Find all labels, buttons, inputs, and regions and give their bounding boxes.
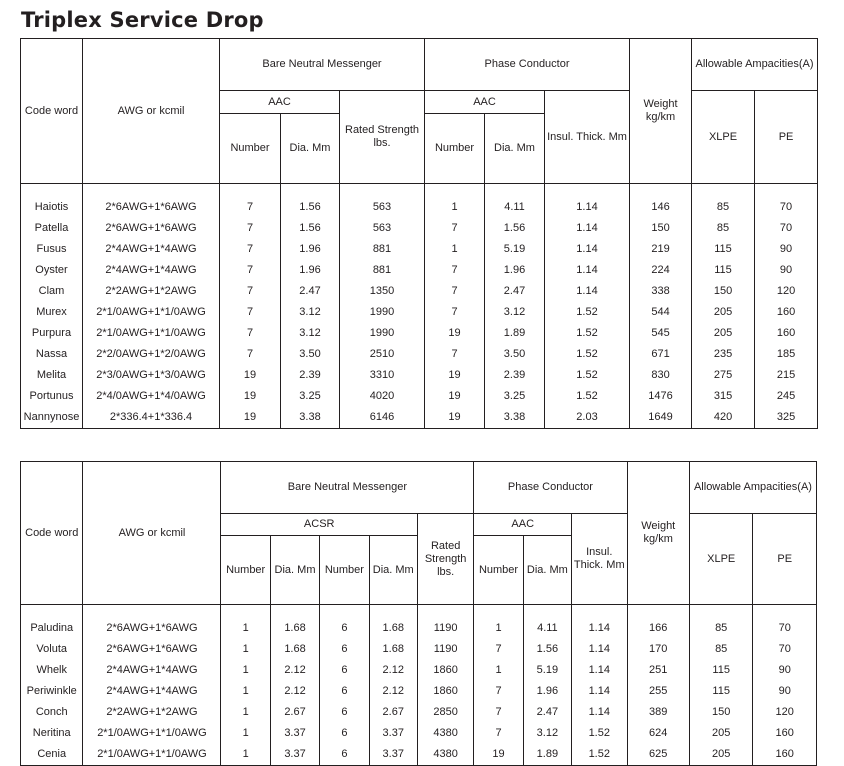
table-cell: 1.52 [572,723,627,744]
table-cell: 224 [630,260,692,281]
table-cell: 1.52 [545,302,630,323]
table-cell: 85 [692,218,755,239]
table-cell: 150 [692,281,755,302]
code-word-cell: Nannynose [21,407,83,429]
table-row [21,218,818,239]
table-cell: 245 [755,386,818,407]
table-cell: 6 [320,723,369,744]
code-word-cell: Conch [21,702,83,723]
table-cell: 120 [755,281,818,302]
table-cell: 160 [753,723,817,744]
table-row [21,302,818,323]
header-rated-strength: Rated Strength lbs. [340,91,425,184]
table-cell: 3.12 [281,323,340,344]
table-header [21,39,818,184]
table-cell: 7 [425,302,485,323]
table-cell: 1 [425,239,485,260]
table-row [21,260,818,281]
table-cell: 235 [692,344,755,365]
table-cell: 215 [755,365,818,386]
table-cell: 1.52 [545,344,630,365]
header-awg: AWG or kcmil [83,462,221,605]
code-word-cell: Haiotis [21,184,83,219]
table-cell: 255 [627,681,689,702]
table-cell: 7 [425,218,485,239]
table-cell: 85 [689,639,752,660]
table-cell: 1990 [340,323,425,344]
table-cell: 1 [221,605,270,640]
table-cell: 3.50 [281,344,340,365]
table-row [21,407,818,429]
table-body [21,605,817,766]
header-awg: AWG or kcmil [83,39,220,184]
table-cell: 1.14 [545,281,630,302]
table-cell: 7 [474,639,523,660]
table-cell: 19 [474,744,523,766]
header-bnm-material: AAC [220,91,340,114]
header-dia: Dia. Mm [270,536,319,605]
table-cell: 7 [474,681,523,702]
header-pc-number: Number [474,536,523,605]
table-cell: 160 [755,323,818,344]
table-cell: 1.52 [545,386,630,407]
header-number: Number [220,114,281,184]
table-cell: 19 [425,323,485,344]
header-xlpe: XLPE [692,91,755,184]
table-cell: 5.19 [523,660,571,681]
table-cell: 2*1/0AWG+1*1/0AWG [83,723,221,744]
table-row [21,681,817,702]
table-cell: 7 [220,323,281,344]
table-cell: 70 [755,218,818,239]
table-cell: 2.39 [281,365,340,386]
table-cell: 2510 [340,344,425,365]
table-cell: 2.12 [270,681,319,702]
table-cell: 6 [320,702,369,723]
table-cell: 1.14 [545,218,630,239]
table-cell: 4380 [417,723,473,744]
table-cell: 338 [630,281,692,302]
header-bnm-material: ACSR [221,514,417,536]
table-cell: 1.56 [281,184,340,219]
table-cell: 2*1/0AWG+1*1/0AWG [83,302,220,323]
table-cell: 90 [753,681,817,702]
table-cell: 1.68 [369,605,417,640]
header-pc-number: Number [425,114,485,184]
table-cell: 3.37 [369,744,417,766]
table-cell: 160 [755,302,818,323]
table-cell: 7 [220,344,281,365]
table-row [21,184,818,219]
table-row [21,281,818,302]
code-word-cell: Oyster [21,260,83,281]
header-pc-dia: Dia. Mm [523,536,571,605]
table-cell: 1.14 [572,681,627,702]
table-cell: 1860 [417,681,473,702]
table-cell: 115 [689,660,752,681]
table-cell: 563 [340,184,425,219]
table-cell: 90 [755,239,818,260]
code-word-cell: Murex [21,302,83,323]
table-cell: 205 [689,723,752,744]
table-cell: 2*4AWG+1*4AWG [83,660,221,681]
table-row [21,239,818,260]
table-cell: 315 [692,386,755,407]
header-ampacities: Allowable Ampacities(A) [692,39,818,91]
table-cell: 2.67 [270,702,319,723]
table-cell: 115 [689,681,752,702]
table-cell: 170 [627,639,689,660]
table-cell: 1.68 [270,639,319,660]
table-cell: 85 [692,184,755,219]
table-cell: 3.37 [270,744,319,766]
table-cell: 2*6AWG+1*6AWG [83,605,221,640]
table-cell: 2*6AWG+1*6AWG [83,639,221,660]
table-cell: 2*4/0AWG+1*4/0AWG [83,386,220,407]
table-cell: 1.96 [485,260,545,281]
table-cell: 2.67 [369,702,417,723]
table-cell: 3.50 [485,344,545,365]
table-cell: 19 [425,365,485,386]
table-cell: 6 [320,744,369,766]
table-cell: 3.25 [485,386,545,407]
table-cell: 85 [689,605,752,640]
header-rated-strength: Rated Strength lbs. [417,514,473,605]
table-row [21,323,818,344]
table-cell: 881 [340,239,425,260]
table-cell: 4.11 [485,184,545,219]
table-row [21,660,817,681]
table-cell: 1.14 [545,260,630,281]
table-cell: 545 [630,323,692,344]
table-cell: 6 [320,681,369,702]
table-cell: 2.12 [369,681,417,702]
table-cell: 2*3/0AWG+1*3/0AWG [83,365,220,386]
table-cell: 6 [320,660,369,681]
table-cell: 150 [689,702,752,723]
table-cell: 115 [692,239,755,260]
code-word-cell: Whelk [21,660,83,681]
code-word-cell: Portunus [21,386,83,407]
header-weight: Weight kg/km [630,39,692,184]
table-cell: 4020 [340,386,425,407]
header-insul: Insul. Thick. Mm [572,514,627,605]
table-cell: 19 [220,407,281,429]
table-cell: 3.38 [485,407,545,429]
table-cell: 6 [320,605,369,640]
table-cell: 624 [627,723,689,744]
table-cell: 150 [630,218,692,239]
header-number: Number [320,536,369,605]
table-row [21,702,817,723]
table-cell: 115 [692,260,755,281]
table-cell: 275 [692,365,755,386]
header-phase-conductor: Phase Conductor [474,462,627,514]
code-word-cell: Patella [21,218,83,239]
table-cell: 1.14 [572,639,627,660]
table-cell: 7 [474,723,523,744]
table-cell: 1.14 [572,605,627,640]
table-cell: 1 [425,184,485,219]
table-cell: 2*6AWG+1*6AWG [83,218,220,239]
table-cell: 19 [220,365,281,386]
table-cell: 1 [221,639,270,660]
table-cell: 1476 [630,386,692,407]
table-cell: 1.52 [545,365,630,386]
table-cell: 1350 [340,281,425,302]
table-cell: 325 [755,407,818,429]
table-cell: 120 [753,702,817,723]
table-cell: 2.39 [485,365,545,386]
table-cell: 1.56 [485,218,545,239]
table-cell: 671 [630,344,692,365]
header-number: Number [221,536,270,605]
header-xlpe: XLPE [689,514,752,605]
table-cell: 70 [755,184,818,219]
header-dia: Dia. Mm [369,536,417,605]
table-cell: 389 [627,702,689,723]
table-row [21,744,817,766]
table-row [21,639,817,660]
spec-table-aac [20,38,818,429]
table-cell: 1.89 [485,323,545,344]
table-row [21,365,818,386]
header-insul: Insul. Thick. Mm [545,91,630,184]
table-cell: 2*6AWG+1*6AWG [83,184,220,219]
code-word-cell: Purpura [21,323,83,344]
header-pc-material: AAC [474,514,572,536]
table-cell: 7 [220,281,281,302]
code-word-cell: Nassa [21,344,83,365]
table-row [21,344,818,365]
spec-table-acsr [20,461,817,766]
table-cell: 90 [755,260,818,281]
table-cell: 7 [220,260,281,281]
table-cell: 1 [221,723,270,744]
table-cell: 70 [753,639,817,660]
code-word-cell: Neritina [21,723,83,744]
table-cell: 1 [221,681,270,702]
code-word-cell: Paludina [21,605,83,640]
table-cell: 6 [320,639,369,660]
table-row [21,723,817,744]
table-cell: 1.14 [545,239,630,260]
code-word-cell: Periwinkle [21,681,83,702]
table-cell: 1190 [417,605,473,640]
table-cell: 1.96 [281,239,340,260]
table-cell: 7 [220,239,281,260]
table-cell: 881 [340,260,425,281]
code-word-cell: Melita [21,365,83,386]
table-cell: 2.03 [545,407,630,429]
table-cell: 1 [221,744,270,766]
table-cell: 2*1/0AWG+1*1/0AWG [83,744,221,766]
header-dia: Dia. Mm [281,114,340,184]
table-cell: 2.47 [523,702,571,723]
table-cell: 1.96 [281,260,340,281]
table-cell: 185 [755,344,818,365]
table-cell: 7 [425,344,485,365]
table-cell: 166 [627,605,689,640]
table-cell: 2*1/0AWG+1*1/0AWG [83,323,220,344]
table-cell: 3.37 [369,723,417,744]
header-code-word: Code word [21,39,83,184]
code-word-cell: Fusus [21,239,83,260]
table-cell: 219 [630,239,692,260]
table-cell: 205 [689,744,752,766]
table-cell: 1.56 [281,218,340,239]
table-cell: 1190 [417,639,473,660]
table-cell: 1 [221,702,270,723]
header-code-word: Code word [21,462,83,605]
table-cell: 70 [753,605,817,640]
table-cell: 3.12 [281,302,340,323]
table-cell: 1.14 [572,660,627,681]
table-cell: 3.38 [281,407,340,429]
table-cell: 1.56 [523,639,571,660]
table-cell: 2.12 [270,660,319,681]
table-cell: 3310 [340,365,425,386]
table-cell: 19 [425,386,485,407]
table-cell: 160 [753,744,817,766]
table-cell: 7 [220,218,281,239]
header-bare-neutral: Bare Neutral Messenger [220,39,425,91]
table-cell: 563 [340,218,425,239]
table-cell: 2*4AWG+1*4AWG [83,681,221,702]
table-cell: 7 [425,260,485,281]
table-cell: 3.12 [485,302,545,323]
table-cell: 3.37 [270,723,319,744]
table-cell: 1990 [340,302,425,323]
code-word-cell: Voluta [21,639,83,660]
table-cell: 420 [692,407,755,429]
table-cell: 19 [220,386,281,407]
table-cell: 2.47 [485,281,545,302]
table-cell: 4380 [417,744,473,766]
table-cell: 7 [474,702,523,723]
table-cell: 7 [220,184,281,219]
table-cell: 1860 [417,660,473,681]
table-row [21,605,817,640]
table-cell: 1649 [630,407,692,429]
header-pe: PE [753,514,817,605]
table-cell: 4.11 [523,605,571,640]
table-cell: 3.12 [523,723,571,744]
table-cell: 1.52 [572,744,627,766]
header-bare-neutral: Bare Neutral Messenger [221,462,474,514]
code-word-cell: Clam [21,281,83,302]
table-cell: 1.14 [545,184,630,219]
header-pe: PE [755,91,818,184]
table-cell: 1.68 [369,639,417,660]
code-word-cell: Cenia [21,744,83,766]
table-cell: 1.68 [270,605,319,640]
table-cell: 90 [753,660,817,681]
table-cell: 2.47 [281,281,340,302]
table-cell: 146 [630,184,692,219]
table-header [21,462,817,605]
table-cell: 1 [221,660,270,681]
table-cell: 205 [692,302,755,323]
header-weight: Weight kg/km [627,462,689,605]
table-cell: 7 [220,302,281,323]
table-cell: 1.96 [523,681,571,702]
table-cell: 544 [630,302,692,323]
table-cell: 2850 [417,702,473,723]
header-phase-conductor: Phase Conductor [425,39,630,91]
table-cell: 1 [474,605,523,640]
table-cell: 6146 [340,407,425,429]
table-body [21,184,818,429]
table-cell: 625 [627,744,689,766]
table-cell: 2*336.4+1*336.4 [83,407,220,429]
table-cell: 7 [425,281,485,302]
table-cell: 2*2AWG+1*2AWG [83,702,221,723]
table-cell: 19 [425,407,485,429]
header-pc-dia: Dia. Mm [485,114,545,184]
table-cell: 251 [627,660,689,681]
table-cell: 5.19 [485,239,545,260]
table-cell: 205 [692,323,755,344]
table-cell: 2*2/0AWG+1*2/0AWG [83,344,220,365]
table-cell: 1.14 [572,702,627,723]
table-cell: 2.12 [369,660,417,681]
table-cell: 2*4AWG+1*4AWG [83,239,220,260]
table-cell: 1.89 [523,744,571,766]
table-cell: 2*4AWG+1*4AWG [83,260,220,281]
table-cell: 1 [474,660,523,681]
table-cell: 1.52 [545,323,630,344]
header-pc-material: AAC [425,91,545,114]
table-cell: 2*2AWG+1*2AWG [83,281,220,302]
table-cell: 3.25 [281,386,340,407]
header-ampacities: Allowable Ampacities(A) [689,462,816,514]
page-title: Triplex Service Drop [21,8,264,32]
table-cell: 830 [630,365,692,386]
table-row [21,386,818,407]
